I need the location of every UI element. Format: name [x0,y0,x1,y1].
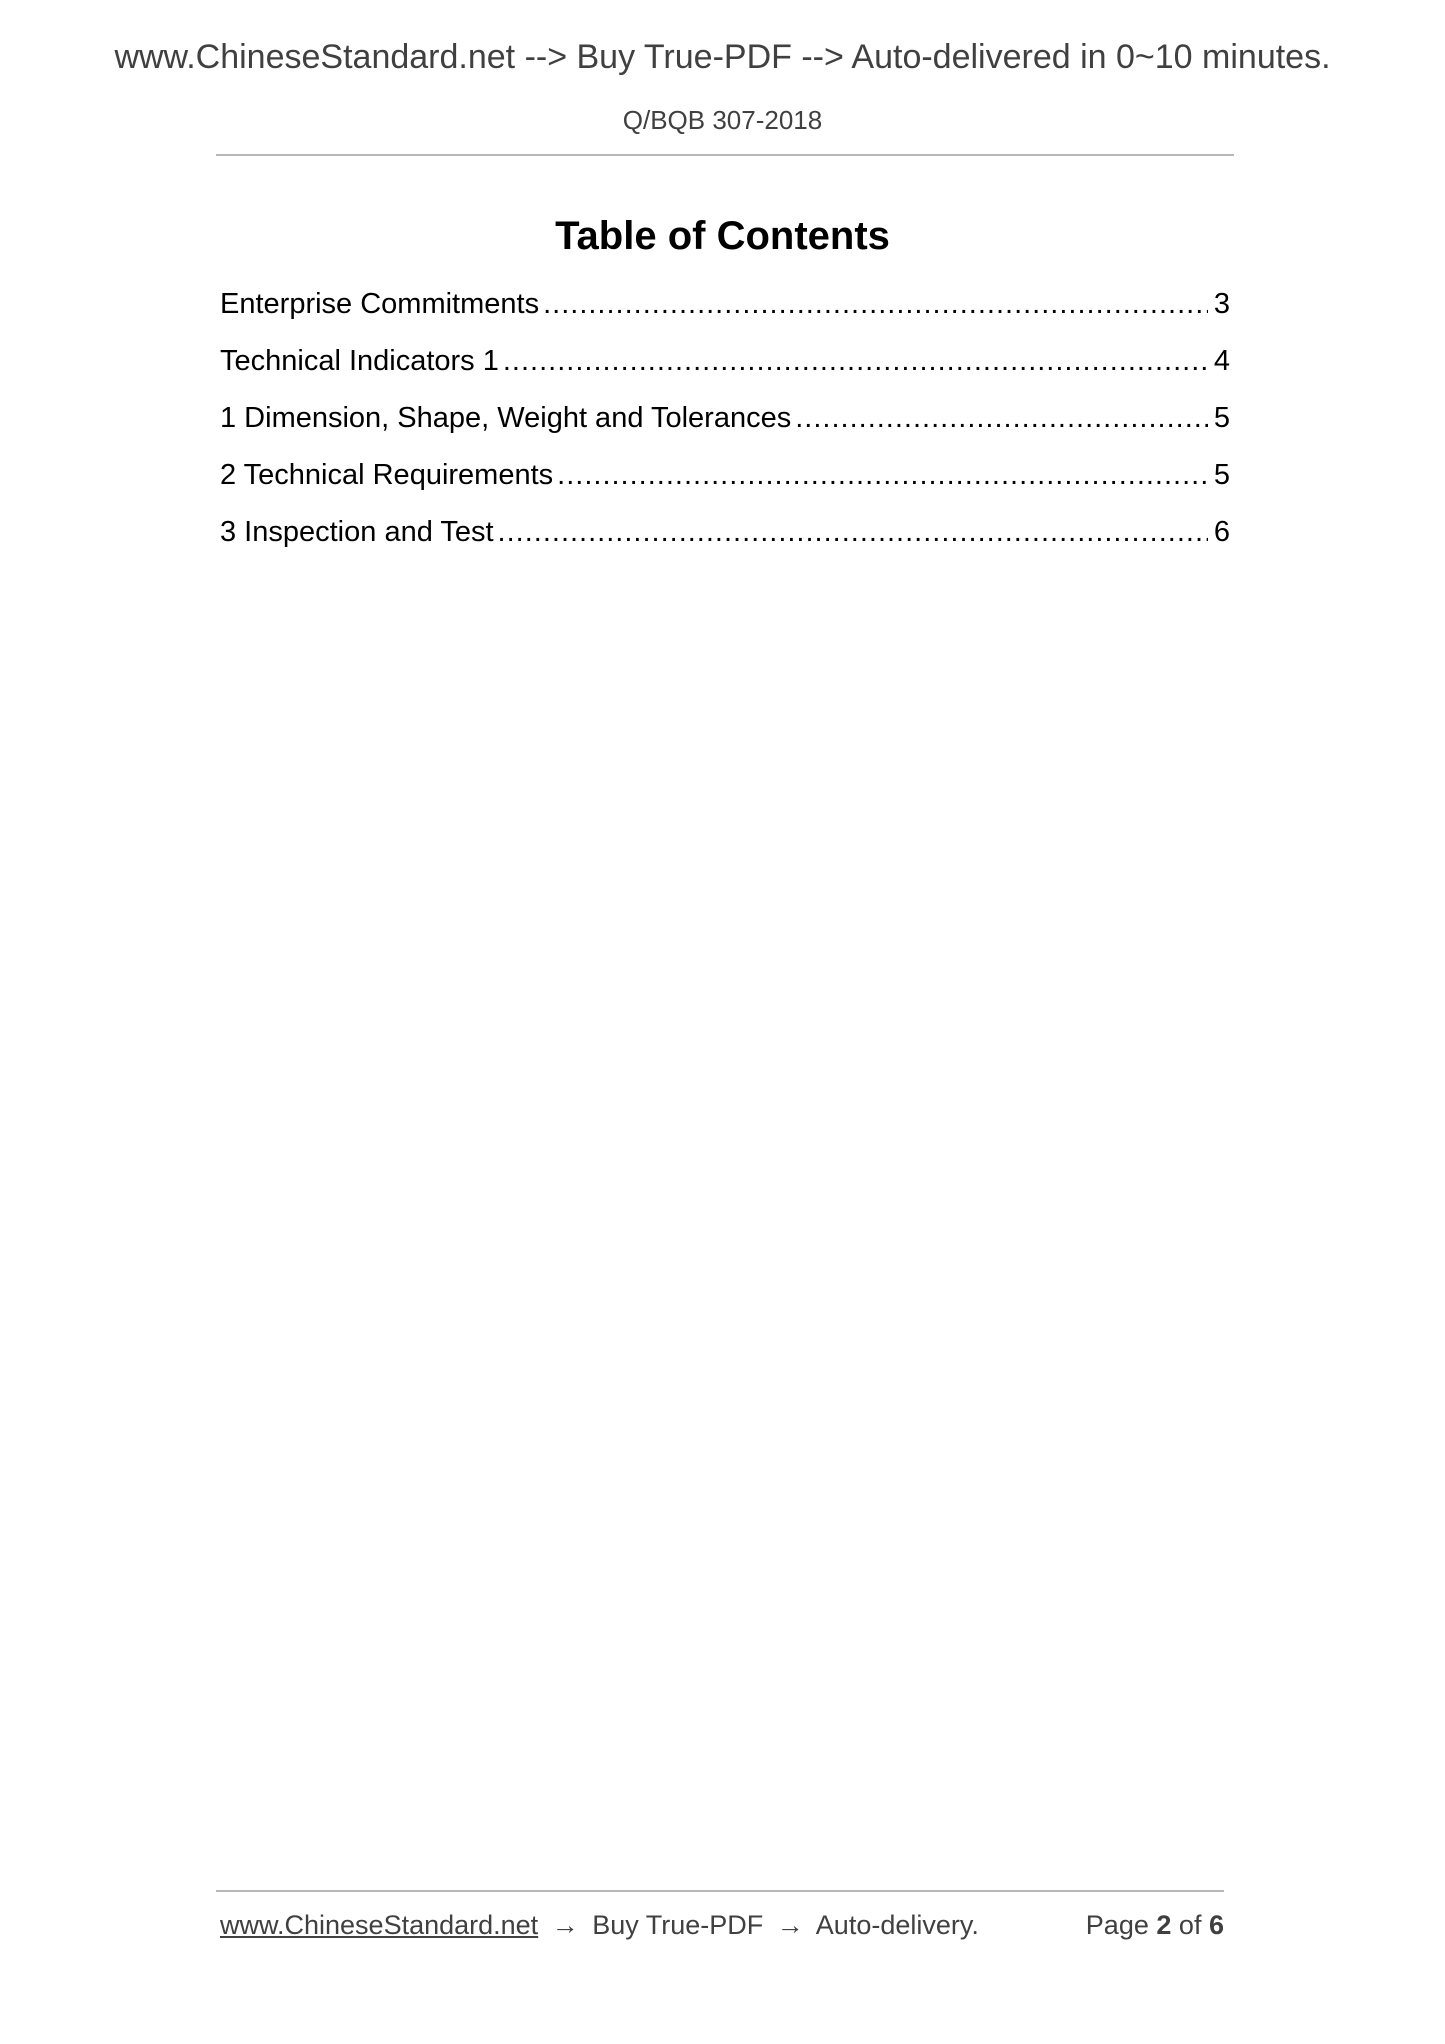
toc-dot-leader [795,398,1208,438]
toc-dot-leader [557,455,1208,495]
footer-site-link[interactable]: www.ChineseStandard.net [220,1910,539,1940]
total-page-number: 6 [1208,1910,1224,1940]
toc-entry-technical-indicators[interactable] [220,341,1230,398]
current-page-number: 2 [1156,1910,1172,1940]
toc-entry-inspection-and-test[interactable] [220,512,1230,569]
page-number [1086,1910,1224,1941]
toc-entry-label: Technical Indicators 1 [220,345,499,377]
toc-entry-page: 5 [1213,402,1230,434]
toc-list [220,284,1230,569]
toc-entry-page: 5 [1213,459,1230,491]
toc-entry-page: 6 [1213,516,1230,548]
toc-title: Table of Contents [555,214,890,258]
document-code: Q/BQB 307-2018 [622,105,823,135]
toc-dot-leader [503,341,1208,381]
toc-entry-page: 3 [1213,288,1230,320]
site-banner: www.ChineseStandard.net --> Buy True-PDF --> Auto-delivered in 0~10 minutes. [114,38,1331,76]
arrow-right-icon: → [551,1910,579,1940]
page-word: Page [1085,1910,1149,1940]
footer-buy-text: Buy True-PDF [592,1910,764,1940]
toc-entry-label: 1 Dimension, Shape, Weight and Tolerances [220,402,792,434]
header-divider [216,154,1234,156]
toc-entry-dimension-shape-weight[interactable] [220,398,1230,455]
toc-entry-page: 4 [1213,345,1230,377]
toc-entry-technical-requirements[interactable] [220,455,1230,512]
toc-entry-label: 3 Inspection and Test [220,516,494,548]
footer-delivery-text: Auto-delivery. [815,1910,979,1940]
arrow-right-icon: → [776,1910,804,1940]
footer-divider [216,1890,1224,1892]
toc-entry-enterprise-commitments[interactable] [220,284,1230,341]
toc-entry-label: Enterprise Commitments [220,288,540,320]
footer-promo [220,1910,979,1941]
toc-dot-leader [543,284,1208,324]
page-footer [220,1910,1224,1950]
toc-dot-leader [498,512,1208,552]
toc-entry-label: 2 Technical Requirements [220,459,554,491]
of-word: of [1178,1910,1202,1940]
